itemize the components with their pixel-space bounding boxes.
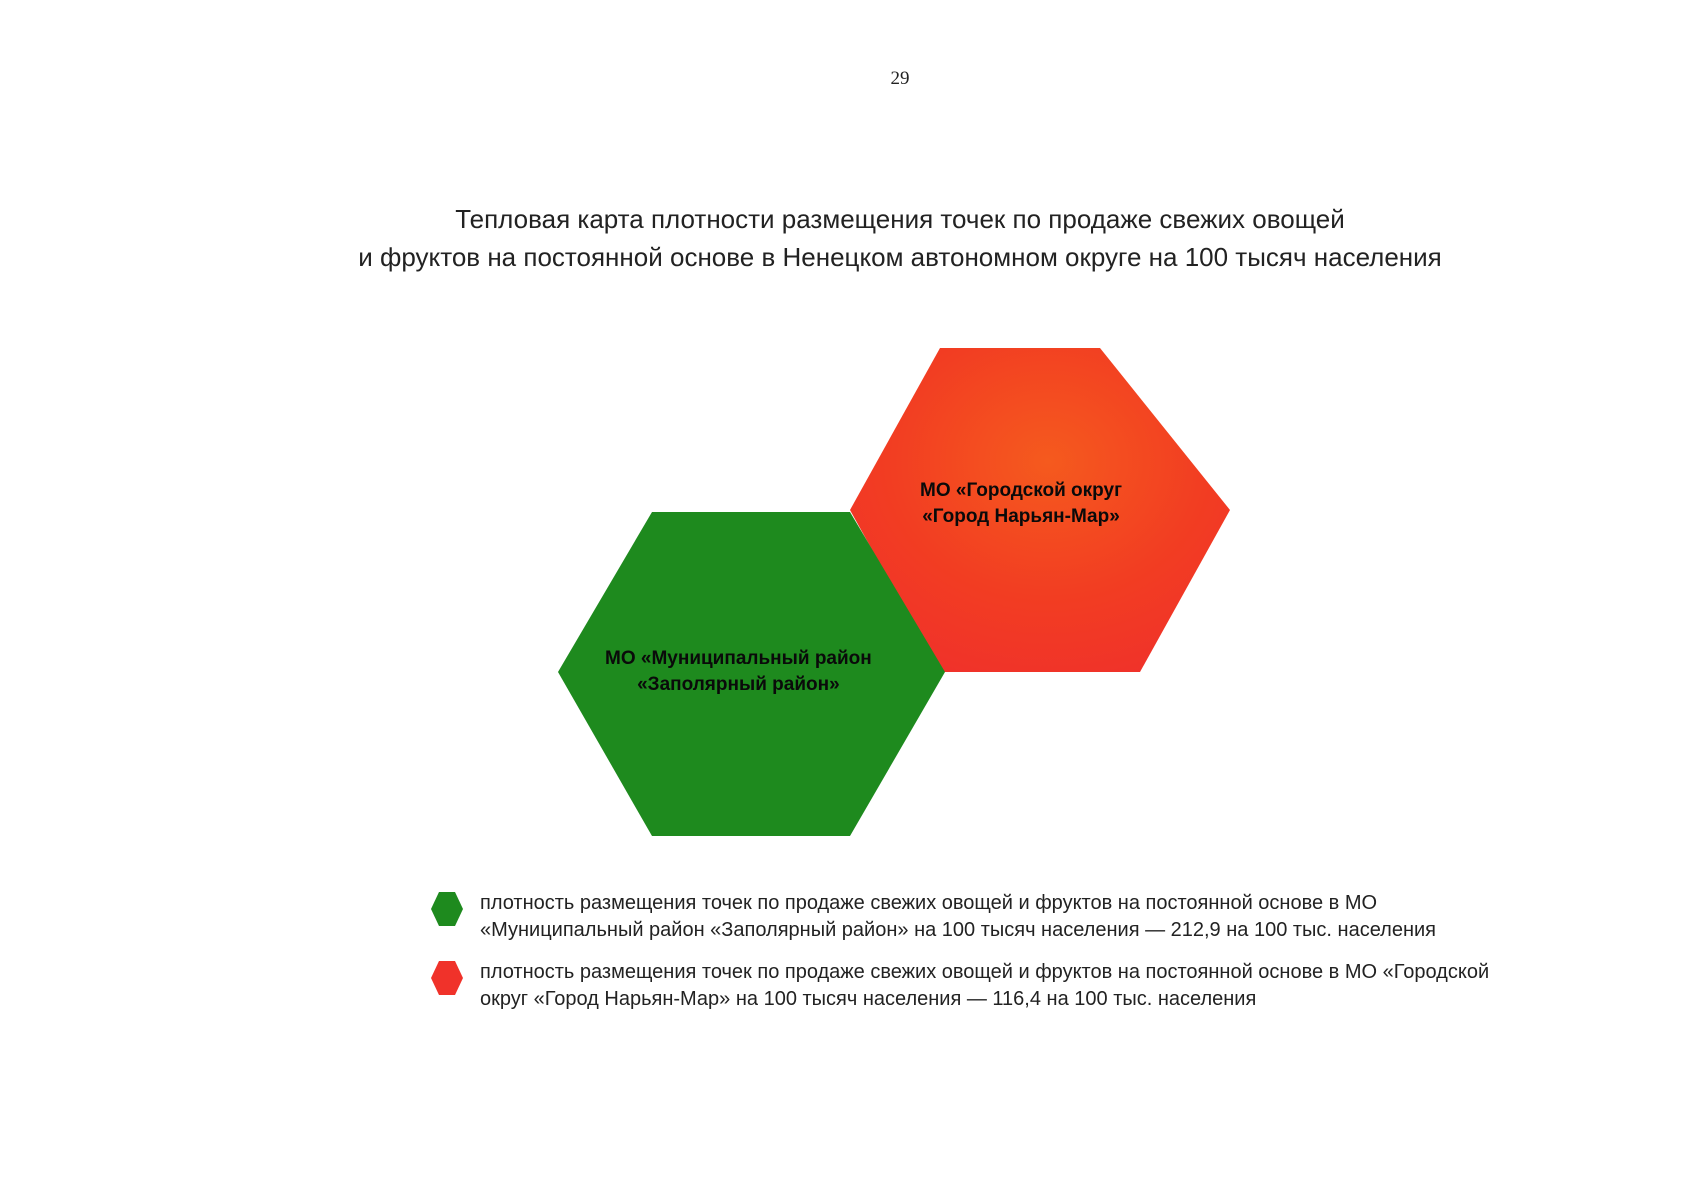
legend-item-naryan-mar	[430, 959, 1530, 1013]
label-zapolyarny-line-1: МО «Муниципальный район	[605, 648, 872, 669]
legend-text-naryan-mar: плотность размещения точек по продаже свежих овощей и фруктов на постоянной основе в МО «Городской округ «Город Нарьян-Мар» на 100 тысяч населения — 116,4 на 100 тыс. населения	[480, 961, 1490, 1010]
label-zapolyarny-rayon	[605, 646, 872, 698]
green-hexagon-icon	[430, 891, 464, 927]
title-line-2: и фруктов на постоянной основе в Ненецком автономном округе на 100 тысяч населения	[358, 242, 1442, 272]
label-gorodskoy-line-1: МО «Городской округ	[920, 480, 1122, 501]
title-line-1: Тепловая карта плотности размещения точек по продаже свежих овощей	[455, 204, 1345, 234]
red-hexagon-icon	[430, 960, 464, 996]
legend-text-zapolyarny: плотность размещения точек по продаже свежих овощей и фруктов на постоянной основе в МО «Муниципальный район «Заполярный район» на 100 тысяч населения — 212,9 на 100 тыс. населения	[480, 892, 1437, 941]
legend-item-zapolyarny	[430, 890, 1530, 944]
page-number: 29	[890, 68, 910, 89]
legend	[430, 890, 1530, 1028]
label-gorodskoy-line-2: «Город Нарьян-Мар»	[922, 506, 1120, 527]
label-gorodskoy-okrug	[920, 478, 1122, 530]
label-zapolyarny-line-2: «Заполярный район»	[637, 674, 840, 695]
